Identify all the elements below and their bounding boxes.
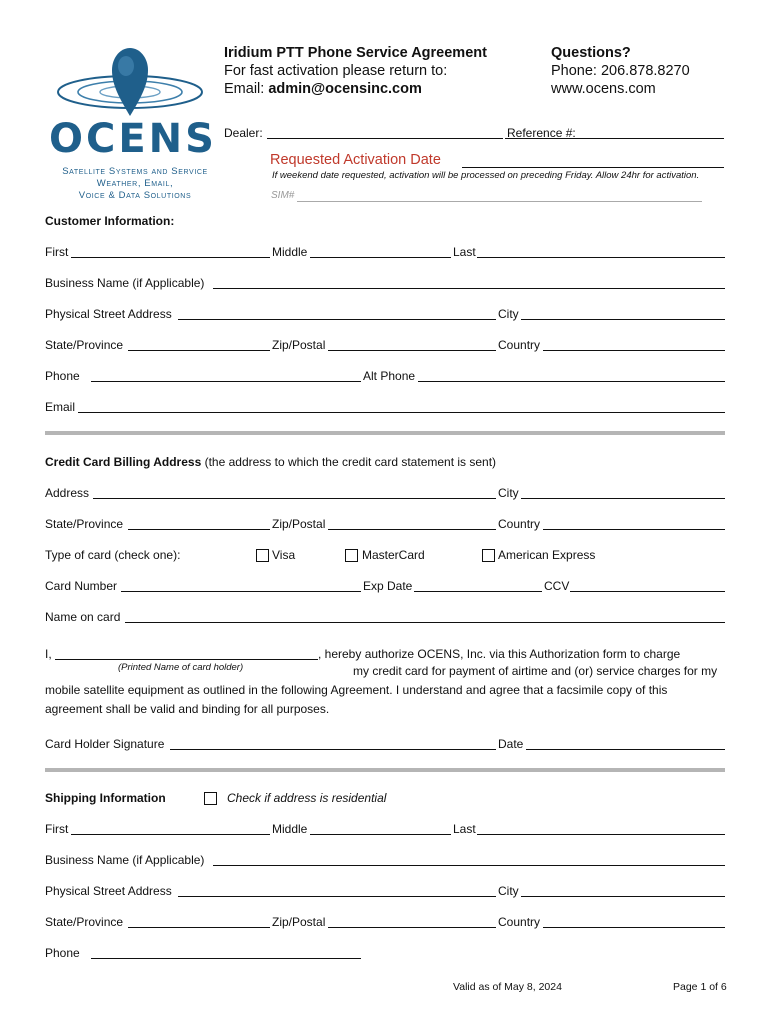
billing-state-field[interactable] xyxy=(128,529,270,530)
customer-first-label: First xyxy=(45,245,69,259)
shipping-street-label: Physical Street Address xyxy=(45,884,172,898)
auth-line-4: agreement shall be valid and binding for all purposes. xyxy=(45,702,330,716)
sim-label: SIM# xyxy=(271,190,295,201)
name-on-card-label: Name on card xyxy=(45,610,121,624)
customer-email-label: Email xyxy=(45,400,76,414)
signature-label: Card Holder Signature xyxy=(45,737,165,751)
shipping-street-field[interactable] xyxy=(178,896,496,897)
visa-label: Visa xyxy=(272,548,296,562)
auth-line-1: , hereby authorize OCENS, Inc. via this Authorization form to charge xyxy=(318,647,681,661)
customer-country-label: Country xyxy=(498,338,541,352)
mastercard-checkbox[interactable] xyxy=(345,549,358,562)
shipping-phone-field[interactable] xyxy=(91,958,361,959)
exp-date-field[interactable] xyxy=(414,591,542,592)
customer-city-label: City xyxy=(498,307,519,321)
residential-checkbox[interactable] xyxy=(204,792,217,805)
customer-phone-label: Phone xyxy=(45,369,80,383)
billing-heading: Credit Card Billing Address (the address to which the credit card statement is sent) xyxy=(45,455,497,469)
activation-date-label: Requested Activation Date xyxy=(270,152,441,168)
ccv-label: CCV xyxy=(544,579,570,593)
printed-name-field[interactable] xyxy=(55,659,318,660)
billing-state-label: State/Province xyxy=(45,517,124,531)
customer-state-label: State/Province xyxy=(45,338,124,352)
shipping-city-label: City xyxy=(498,884,519,898)
return-email: Email: admin@ocensinc.com xyxy=(224,81,422,97)
shipping-business-label: Business Name (if Applicable) xyxy=(45,853,205,867)
shipping-first-label: First xyxy=(45,822,69,836)
shipping-zip-field[interactable] xyxy=(328,927,496,928)
customer-middle-label: Middle xyxy=(272,245,308,259)
billing-address-field[interactable] xyxy=(93,498,496,499)
customer-email-field[interactable] xyxy=(78,412,725,413)
amex-checkbox[interactable] xyxy=(482,549,495,562)
exp-date-label: Exp Date xyxy=(363,579,413,593)
shipping-middle-field[interactable] xyxy=(310,834,451,835)
globe-pin-icon xyxy=(42,44,232,124)
customer-zip-label: Zip/Postal xyxy=(272,338,326,352)
billing-city-label: City xyxy=(498,486,519,500)
customer-country-field[interactable] xyxy=(543,350,725,351)
billing-zip-label: Zip/Postal xyxy=(272,517,326,531)
reference-field[interactable] xyxy=(505,138,724,139)
activation-date-field[interactable] xyxy=(462,167,724,168)
name-on-card-field[interactable] xyxy=(125,622,725,623)
shipping-country-label: Country xyxy=(498,915,541,929)
customer-zip-field[interactable] xyxy=(328,350,496,351)
billing-country-label: Country xyxy=(498,517,541,531)
mastercard-label: MasterCard xyxy=(362,548,425,562)
dealer-label: Dealer: xyxy=(224,126,263,140)
auth-line-2: my credit card for payment of airtime and (or) service charges for my xyxy=(353,664,718,678)
page-number: Page 1 of 6 xyxy=(673,981,727,993)
customer-state-field[interactable] xyxy=(128,350,270,351)
sim-field[interactable] xyxy=(297,201,702,202)
logo-tagline: Satellite Systems and Service Weather, Email, Voice & Data Solutions xyxy=(62,166,208,201)
contact-phone: Phone: 206.878.8270 xyxy=(551,63,690,79)
billing-zip-field[interactable] xyxy=(328,529,496,530)
weekend-note: If weekend date requested, activation will be processed on preceding Friday. Allow 24hr for activation. xyxy=(272,170,700,181)
signature-field[interactable] xyxy=(170,749,496,750)
customer-street-field[interactable] xyxy=(178,319,496,320)
shipping-middle-label: Middle xyxy=(272,822,308,836)
valid-date-footer: Valid as of May 8, 2024 xyxy=(453,981,562,993)
dealer-field[interactable] xyxy=(267,138,503,139)
auth-line-3: mobile satellite equipment as outlined in the following Agreement. I understand and agree that a facsimile copy of this xyxy=(45,683,668,697)
questions-heading: Questions? xyxy=(551,45,631,61)
card-number-label: Card Number xyxy=(45,579,118,593)
customer-business-label: Business Name (if Applicable) xyxy=(45,276,205,290)
auth-i-label: I, xyxy=(45,647,52,661)
card-type-label: Type of card (check one): xyxy=(45,548,181,562)
customer-alt-phone-field[interactable] xyxy=(418,381,725,382)
signature-date-field[interactable] xyxy=(526,749,725,750)
billing-address-label: Address xyxy=(45,486,90,500)
shipping-zip-label: Zip/Postal xyxy=(272,915,326,929)
reference-label: Reference #: xyxy=(507,126,576,140)
customer-middle-field[interactable] xyxy=(310,257,451,258)
billing-country-field[interactable] xyxy=(543,529,725,530)
card-number-field[interactable] xyxy=(121,591,361,592)
document-title: Iridium PTT Phone Service Agreement xyxy=(224,45,487,61)
shipping-business-field[interactable] xyxy=(213,865,725,866)
section-divider xyxy=(45,768,725,772)
visa-checkbox[interactable] xyxy=(256,549,269,562)
billing-city-field[interactable] xyxy=(521,498,725,499)
customer-last-label: Last xyxy=(453,245,476,259)
ccv-field[interactable] xyxy=(570,591,725,592)
customer-street-label: Physical Street Address xyxy=(45,307,172,321)
residential-label: Check if address is residential xyxy=(227,791,387,805)
shipping-last-label: Last xyxy=(453,822,476,836)
customer-info-heading: Customer Information: xyxy=(45,214,175,228)
customer-city-field[interactable] xyxy=(521,319,725,320)
shipping-city-field[interactable] xyxy=(521,896,725,897)
customer-phone-field[interactable] xyxy=(91,381,361,382)
shipping-state-field[interactable] xyxy=(128,927,270,928)
logo-brand-name: OCENS xyxy=(49,116,217,162)
customer-alt-phone-label: Alt Phone xyxy=(363,369,416,383)
shipping-phone-label: Phone xyxy=(45,946,80,960)
customer-last-field[interactable] xyxy=(477,257,725,258)
section-divider xyxy=(45,431,725,435)
customer-first-field[interactable] xyxy=(71,257,270,258)
shipping-first-field[interactable] xyxy=(71,834,270,835)
return-instructions: For fast activation please return to: xyxy=(224,63,448,79)
contact-website[interactable]: www.ocens.com xyxy=(551,81,656,97)
company-logo xyxy=(42,44,232,209)
printed-name-note: (Printed Name of card holder) xyxy=(118,662,244,673)
amex-label: American Express xyxy=(498,548,596,562)
shipping-last-field[interactable] xyxy=(477,834,725,835)
shipping-heading: Shipping Information xyxy=(45,791,166,805)
signature-date-label: Date xyxy=(498,737,524,751)
shipping-state-label: State/Province xyxy=(45,915,124,929)
shipping-country-field[interactable] xyxy=(543,927,725,928)
customer-business-field[interactable] xyxy=(213,288,725,289)
